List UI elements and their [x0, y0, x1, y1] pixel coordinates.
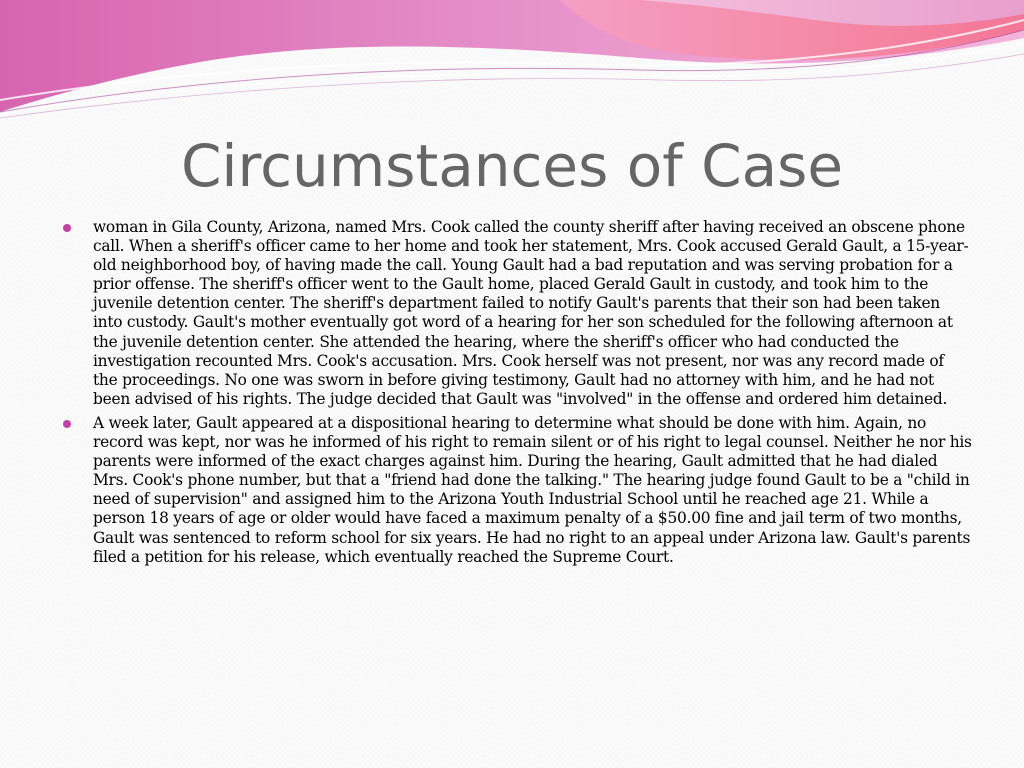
- slide-title: Circumstances of Case: [180, 132, 844, 200]
- bullet-text: woman in Gila County, Arizona, named Mrs. Cook called the county sheriff after having received an obscene phone call. When a sheriff's officer came to her home and took her statement, Mrs. Cook accused Gerald Gault, a 15-year-old neighborhood boy, of having made the call. Young Gault had a bad reputation and was serving probation for a prior offense. The sheriff's officer went to the Gault home, placed Gerald Gault in custody, and took him to the juvenile detention center. The sheriff's department failed to notify Gault's parents that their son had been taken into custody. Gault's mother eventually got word of a hearing for her son scheduled for the following afternoon at the juvenile detention center. She attended the hearing, where the sheriff's officer who had conducted the investigation recounted Mrs. Cook's accusation. Mrs. Cook herself was not present, nor was any record made of the proceedings. No one was sworn in before giving testimony, Gault had no attorney with him, and he had not been advised of his rights. The judge decided that Gault was "involved" in the offense and ordered him detained.: [93, 218, 969, 408]
- bullet-dot-icon: [63, 420, 71, 428]
- bullet-item: [60, 218, 972, 409]
- decorative-wave-header: [0, 0, 1024, 130]
- bullet-dot-icon: [63, 224, 71, 232]
- bullet-list: [60, 218, 972, 572]
- bullet-item: [60, 414, 972, 567]
- bullet-text: A week later, Gault appeared at a dispositional hearing to determine what should be done with him. Again, no record was kept, nor was he informed of his right to remain silent or of his right to legal counsel. Neither he nor his parents were informed of the exact charges against him. During the hearing, Gault admitted that he had dialed Mrs. Cook's phone number, but that a "friend had done the talking." The hearing judge found Gault to be a "child in need of supervision" and assigned him to the Arizona Youth Industrial School until he reached age 21. While a person 18 years of age or older would have faced a maximum penalty of a $50.00 fine and jail term of two months, Gault was sentenced to reform school for six years. He had no right to an appeal under Arizona law. Gault's parents filed a petition for his release, which eventually reached the Supreme Court.: [93, 413, 972, 566]
